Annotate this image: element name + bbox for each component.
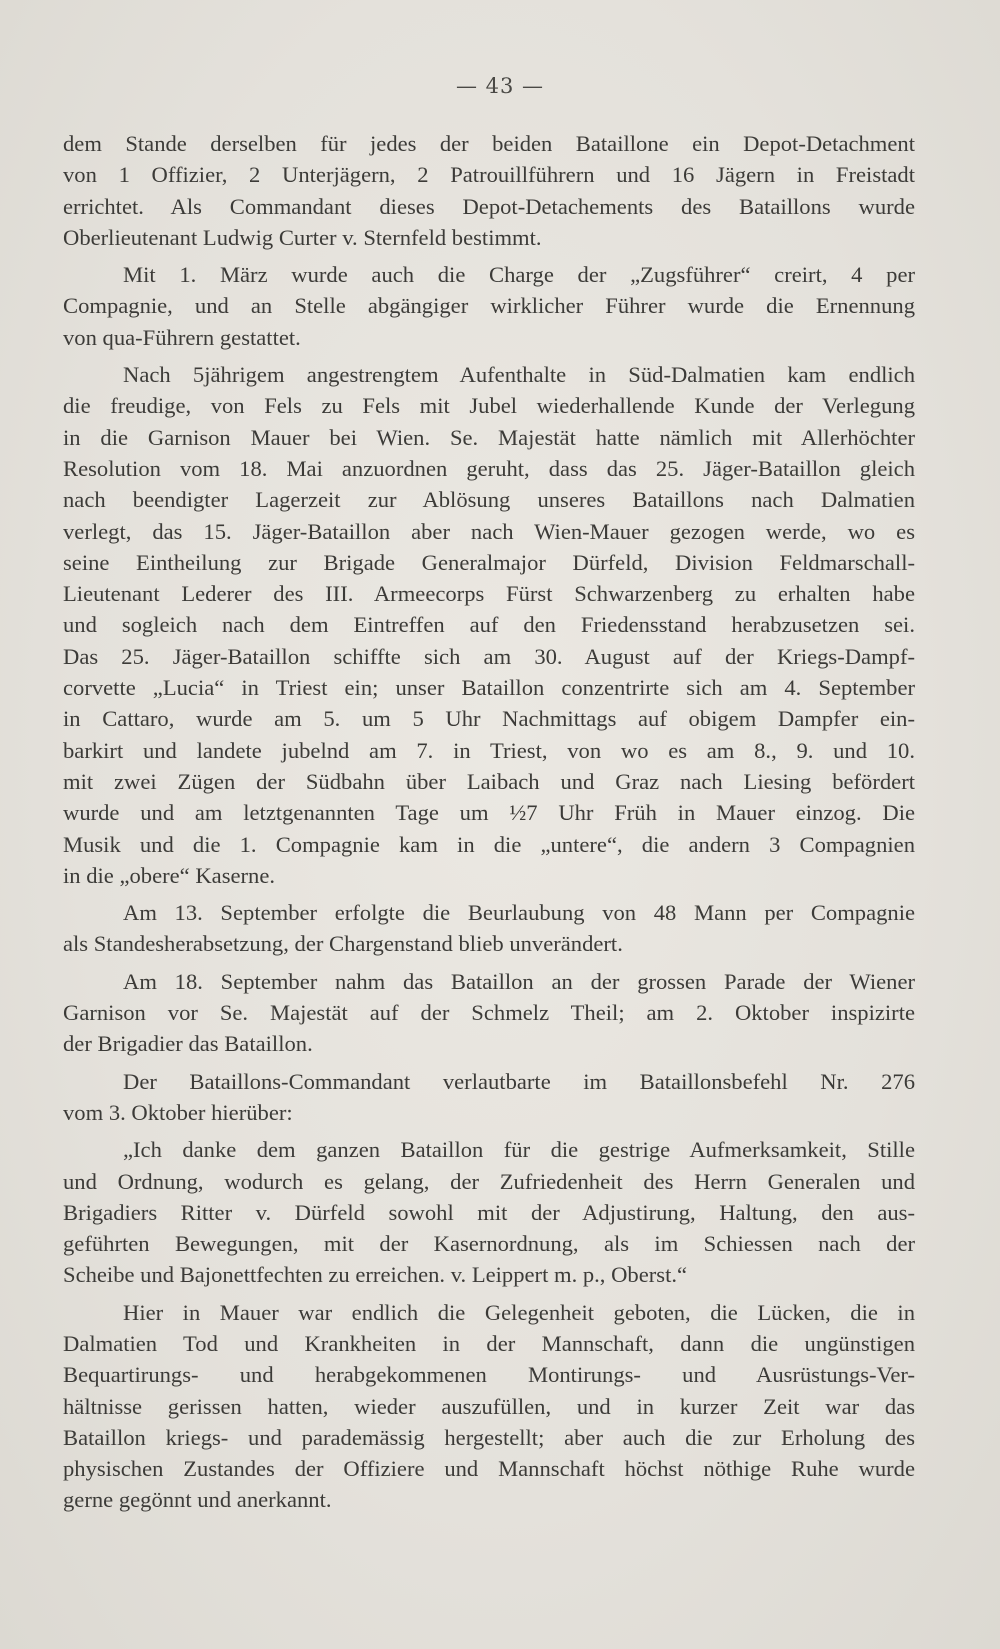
- text-line: corvette „Lucia“ in Triest ein; unser Bataillon conzentrirte sich am 4. September: [63, 675, 915, 701]
- text-line: errichtet. Als Commandant dieses Depot-Detachements des Bataillons wurde: [63, 193, 915, 219]
- page-number: — 43 —: [455, 74, 545, 98]
- text-line: Mit 1. März wurde auch die Charge der „Zugsführer“ creirt, 4 per: [123, 262, 915, 288]
- text-line: Musik und die 1. Compagnie kam in die „untere“, die andern 3 Compagnien: [63, 831, 915, 857]
- text-line: wurde und am letztgenannten Tage um ½7 Uhr Früh in Mauer einzog. Die: [63, 800, 915, 826]
- text-line: Lieutenant Lederer des III. Armeecorps Fürst Schwarzenberg zu erhalten habe: [63, 581, 915, 607]
- text-line: Hier in Mauer war endlich die Gelegenheit geboten, die Lücken, die in: [123, 1299, 915, 1325]
- text-line: Brigadiers Ritter v. Dürfeld sowohl mit der Adjustirung, Haltung, den aus-: [63, 1199, 915, 1225]
- text-line: von qua-Führern gestattet.: [63, 324, 301, 350]
- paragraph: [63, 1134, 915, 1290]
- text-line: Am 18. September nahm das Bataillon an der grossen Parade der Wiener: [123, 968, 915, 994]
- text-line: Resolution vom 18. Mai anzuordnen geruht, dass das 25. Jäger-Bataillon gleich: [63, 455, 915, 481]
- text-line: Am 13. September erfolgte die Beurlaubung von 48 Mann per Compagnie: [123, 900, 915, 926]
- text-line: als Standesherabsetzung, der Chargenstand blieb unverändert.: [63, 931, 623, 957]
- text-line: vom 3. Oktober hierüber:: [63, 1099, 293, 1125]
- text-line: Bequartirungs- und herabgekommenen Montirungs- und Ausrüstungs-Ver-: [63, 1362, 915, 1388]
- text-line: verlegt, das 15. Jäger-Bataillon aber nach Wien-Mauer gezogen werde, wo es: [63, 518, 915, 544]
- text-line: hältnisse gerissen hatten, wieder auszufüllen, und in kurzer Zeit war das: [63, 1393, 915, 1419]
- paragraph: [63, 1297, 915, 1516]
- text-line: Nach 5jährigem angestrengtem Aufenthalte in Süd-Dalmatien kam endlich: [123, 362, 915, 388]
- text-line: barkirt und landete jubelnd am 7. in Triest, von wo es am 8., 9. und 10.: [63, 737, 915, 763]
- text-line: gerne gegönnt und anerkannt.: [63, 1487, 332, 1513]
- text-line: „Ich danke dem ganzen Bataillon für die gestrige Aufmerksamkeit, Stille: [123, 1137, 915, 1163]
- paragraph: [63, 897, 915, 960]
- text-line: in die Garnison Mauer bei Wien. Se. Majestät hatte nämlich mit Allerhöchter: [63, 424, 915, 450]
- text-line: Compagnie, und an Stelle abgängiger wirklicher Führer wurde die Ernennung: [63, 293, 915, 319]
- text-line: Bataillon kriegs- und parademässig hergestellt; aber auch die zur Erholung des: [63, 1424, 915, 1450]
- text-line: und Ordnung, wodurch es gelang, der Zufriedenheit des Herrn Generalen und: [63, 1168, 915, 1194]
- text-line: Scheibe und Bajonettfechten zu erreichen. v. Leippert m. p., Oberst.“: [63, 1262, 688, 1288]
- paragraph: [63, 128, 915, 253]
- text-line: in Cattaro, wurde am 5. um 5 Uhr Nachmittags auf obigem Dampfer ein-: [63, 706, 915, 732]
- paragraph: [63, 359, 915, 891]
- text-line: die freudige, von Fels zu Fels mit Jubel wiederhallende Kunde der Verlegung: [63, 393, 915, 419]
- text-line: von 1 Offizier, 2 Unterjägern, 2 Patrouillführern und 16 Jägern in Freistadt: [63, 162, 915, 188]
- text-line: und sogleich nach dem Eintreffen auf den Friedensstand herabzusetzen sei.: [63, 612, 915, 638]
- text-line: seine Eintheilung zur Brigade Generalmajor Dürfeld, Division Feldmarschall-: [63, 549, 915, 575]
- text-line: in die „obere“ Kaserne.: [63, 862, 276, 888]
- text-line: geführten Bewegungen, mit der Kasernordnung, als im Schiessen nach der: [63, 1231, 915, 1257]
- text-line: der Brigadier das Bataillon.: [63, 1031, 313, 1057]
- text-line: Dalmatien Tod und Krankheiten in der Mannschaft, dann die ungünstigen: [63, 1330, 915, 1356]
- text-line: Garnison vor Se. Majestät auf der Schmelz Theil; am 2. Oktober inspizirte: [63, 1000, 915, 1026]
- text-line: Oberlieutenant Ludwig Curter v. Sternfeld bestimmt.: [63, 224, 542, 250]
- text-line: nach beendigter Lagerzeit zur Ablösung unseres Bataillons nach Dalmatien: [63, 487, 915, 513]
- page-text: [63, 128, 915, 1522]
- text-line: Das 25. Jäger-Bataillon schiffte sich am 30. August auf der Kriegs-Dampf-: [63, 643, 915, 669]
- paragraph: [63, 1066, 915, 1129]
- paragraph: [63, 259, 915, 353]
- text-line: physischen Zustandes der Offiziere und Mannschaft höchst nöthige Ruhe wurde: [63, 1456, 915, 1482]
- text-line: dem Stande derselben für jedes der beiden Bataillone ein Depot-Detachment: [63, 131, 915, 156]
- text-line: Der Bataillons-Commandant verlautbarte im Bataillonsbefehl Nr. 276: [123, 1068, 915, 1094]
- text-line: mit zwei Zügen der Südbahn über Laibach und Graz nach Liesing befördert: [63, 768, 915, 794]
- paragraph: [63, 966, 915, 1060]
